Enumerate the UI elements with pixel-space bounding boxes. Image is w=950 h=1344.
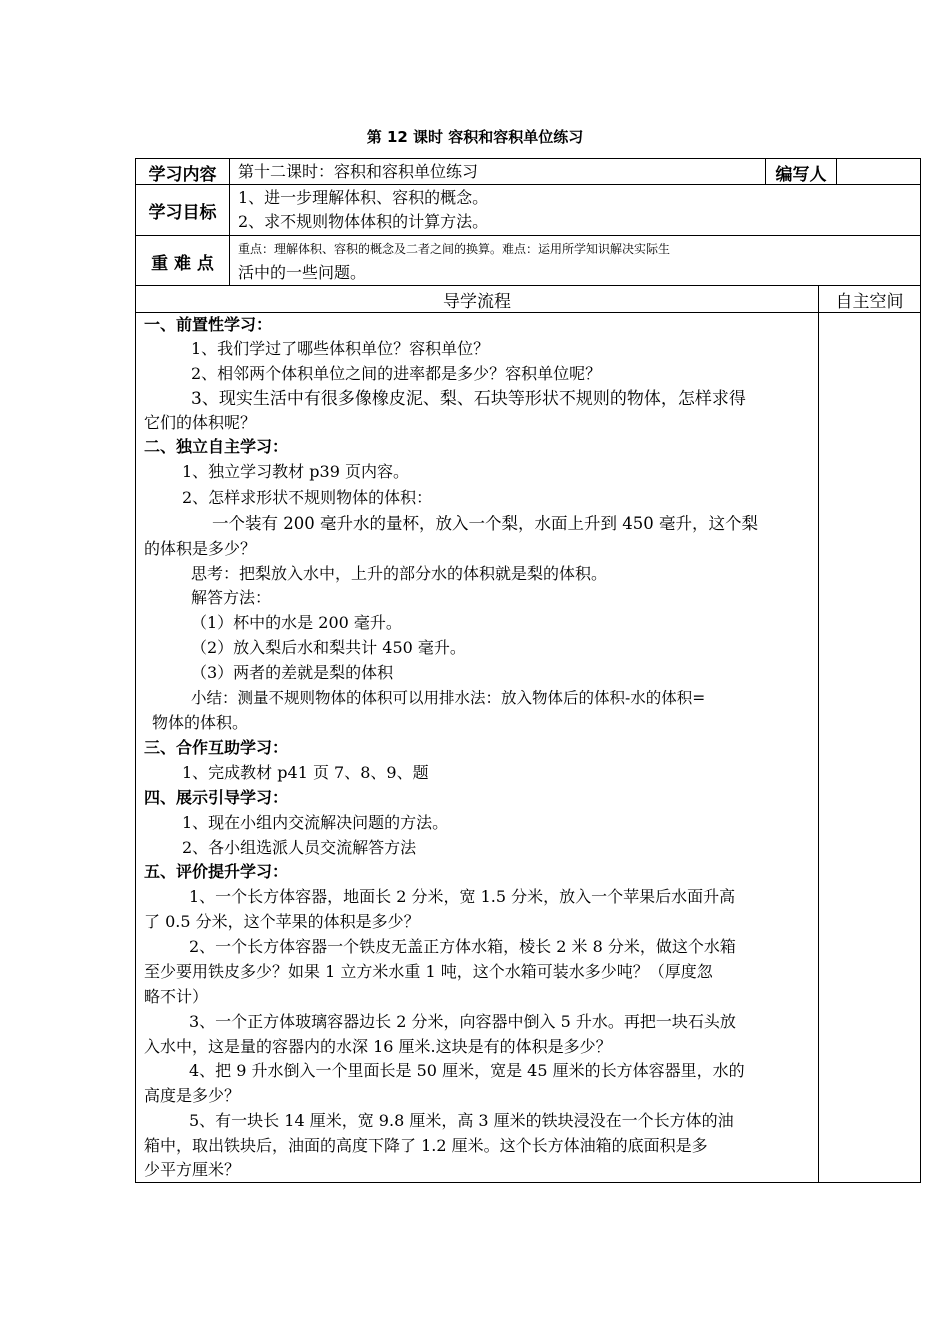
editor-value bbox=[838, 160, 918, 184]
body-line: 入水中，这是量的容器内的水深 16 厘米.这块是有的体积是多少？ bbox=[144, 1037, 612, 1056]
body-line: （2）放入梨后水和梨共计 450 毫升。 bbox=[191, 638, 466, 657]
body-line: 2、怎样求形状不规则物体的体积： bbox=[182, 488, 433, 507]
body-line: 小结：测量不规则物体的体积可以用排水法：放入物体后的体积-水的体积= bbox=[191, 689, 706, 707]
body-line: 略不计） bbox=[144, 987, 209, 1006]
body-line: 至少要用铁皮多少？如果 1 立方米水重 1 吨，这个水箱可装水多少吨？（厚度忽 bbox=[144, 962, 713, 981]
body-line: 箱中，取出铁块后，油面的高度下降了 1.2 厘米。这个长方体油箱的底面积是多 bbox=[144, 1136, 708, 1155]
editor-label: 编写人 bbox=[775, 164, 827, 185]
body-line: 少平方厘米？ bbox=[144, 1160, 241, 1179]
body-line: 1、我们学过了哪些体积单位？容积单位？ bbox=[191, 339, 490, 358]
body-line: 的体积是多少？ bbox=[144, 539, 257, 558]
body-line: 了 0.5 分米，这个苹果的体积是多少？ bbox=[144, 912, 420, 931]
body-line: （1）杯中的水是 200 毫升。 bbox=[191, 613, 402, 632]
study-content-label: 学习内容 bbox=[148, 164, 217, 185]
body-line: 2、各小组选派人员交流解答方法 bbox=[182, 838, 417, 857]
study-goal-label: 学习目标 bbox=[148, 202, 217, 223]
body-line: 3、一个正方体玻璃容器边长 2 分米，向容器中倒入 5 升水。再把一块石头放 bbox=[189, 1012, 736, 1031]
body-line: 它们的体积呢？ bbox=[144, 413, 257, 432]
body-line: 高度是多少？ bbox=[144, 1086, 241, 1105]
document-title: 第 12 课时 容积和容积单位练习 bbox=[366, 128, 584, 146]
key-points-line-2: 活中的一些问题。 bbox=[238, 263, 367, 282]
body-line: 5、有一块长 14 厘米，宽 9.8 厘米，高 3 厘米的铁块浸没在一个长方体的油 bbox=[189, 1111, 734, 1130]
section-heading: 四、展示引导学习： bbox=[144, 788, 289, 807]
body-line: （3）两者的差就是梨的体积 bbox=[191, 663, 394, 682]
study-goal-line-2: 2、求不规则物体体积的计算方法。 bbox=[238, 212, 489, 231]
body-line: 解答方法： bbox=[191, 588, 272, 607]
body-line: 物体的体积。 bbox=[152, 713, 249, 732]
body-line: 一个装有 200 毫升水的量杯，放入一个梨，水面上升到 450 毫升，这个梨 bbox=[212, 514, 758, 533]
study-content-value: 第十二课时：容积和容积单位练习 bbox=[238, 162, 479, 181]
body-line: 2、一个长方体容器一个铁皮无盖正方体水箱，棱长 2 米 8 分米，做这个水箱 bbox=[189, 937, 736, 956]
body-line: 1、现在小组内交流解决问题的方法。 bbox=[182, 813, 449, 832]
section-heading: 五、评价提升学习： bbox=[144, 862, 289, 881]
section-heading: 一、前置性学习： bbox=[144, 315, 273, 334]
body-line: 3、现实生活中有很多像橡皮泥、梨、石块等形状不规则的物体，怎样求得 bbox=[191, 389, 746, 409]
body-line: 4、把 9 升水倒入一个里面长是 50 厘米，宽是 45 厘米的长方体容器里，水的 bbox=[189, 1061, 745, 1080]
body-line: 1、完成教材 p41 页 7、8、9、题 bbox=[182, 763, 429, 782]
section-heading: 三、合作互助学习： bbox=[144, 738, 289, 757]
study-goal-line-1: 1、进一步理解体积、容积的概念。 bbox=[238, 188, 489, 207]
key-points-line-1: 重点：理解体积、容积的概念及二者之间的换算。难点：运用所学知识解决实际生 bbox=[238, 242, 671, 256]
body-line: 1、独立学习教材 p39 页内容。 bbox=[182, 462, 409, 481]
body-line: 1、一个长方体容器，地面长 2 分米，宽 1.5 分米，放入一个苹果后水面升高 bbox=[189, 887, 736, 906]
body-line: 思考：把梨放入水中，上升的部分水的体积就是梨的体积。 bbox=[191, 564, 608, 583]
guide-flow-header: 导学流程 bbox=[443, 291, 511, 312]
key-points-label: 重 难 点 bbox=[151, 253, 214, 274]
self-space-header: 自主空间 bbox=[835, 291, 904, 312]
body-line: 2、相邻两个体积单位之间的进率都是多少？容积单位呢？ bbox=[191, 364, 602, 383]
section-heading: 二、独立自主学习： bbox=[144, 437, 289, 456]
